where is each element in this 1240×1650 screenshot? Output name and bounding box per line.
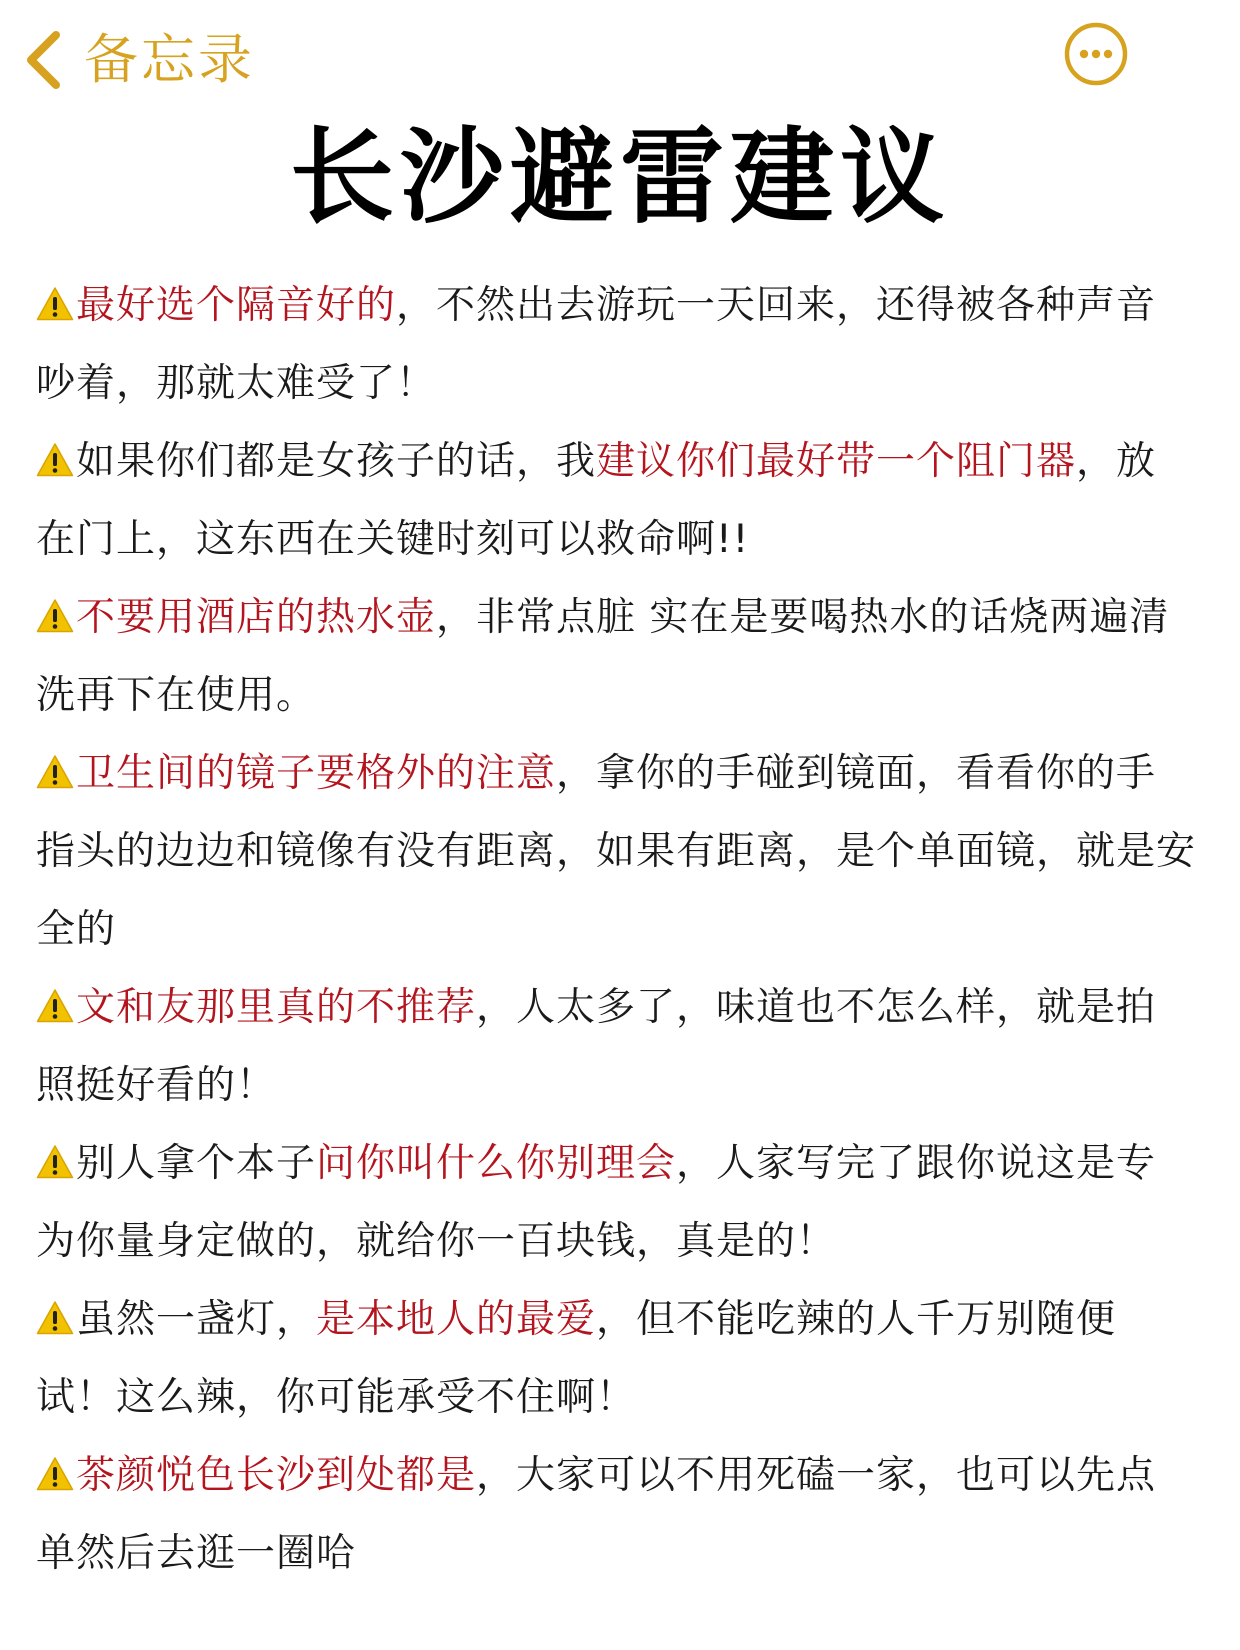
tip-text: ，人家写完了跟你说这是专为你量身定做的，就给你一百块钱，真是的！ bbox=[36, 1141, 1157, 1264]
tip-highlight-text: 最好选个隔音好的 bbox=[76, 283, 397, 328]
tip-highlight-text: 是本地人的最爱 bbox=[316, 1297, 597, 1342]
chevron-left-icon bbox=[22, 29, 64, 91]
tip-highlight-text: 不要用酒店的热水壶 bbox=[76, 595, 437, 640]
page-title: 长沙避雷建议 bbox=[289, 116, 950, 238]
more-options-button[interactable] bbox=[1064, 22, 1128, 86]
tip-text: 别人拿个本子 bbox=[76, 1141, 317, 1186]
tip-item bbox=[36, 267, 1196, 423]
back-label: 备忘录 bbox=[84, 28, 255, 91]
tip-item bbox=[36, 1125, 1196, 1281]
tip-text: ，放在门上，这东西在关键时刻可以救命啊!! bbox=[36, 439, 1157, 562]
tip-text: ，人太多了，味道也不怎么样，就是拍照挺好看的！ bbox=[36, 985, 1157, 1108]
warning-icon bbox=[36, 286, 74, 322]
tip-highlight-text: 茶颜悦色长沙到处都是 bbox=[76, 1453, 477, 1498]
tip-item bbox=[36, 423, 1196, 579]
tip-text: 虽然一盏灯， bbox=[76, 1297, 317, 1342]
warning-icon bbox=[36, 442, 74, 478]
tip-text: ，拿你的手碰到镜面，看看你的手指头的边边和镜像有没有距离，如果有距离，是个单面镜，就是安全的 bbox=[36, 751, 1197, 952]
tip-item bbox=[36, 735, 1196, 969]
tip-item bbox=[36, 1281, 1196, 1437]
warning-icon bbox=[36, 1300, 74, 1336]
tip-item bbox=[36, 579, 1196, 735]
tip-highlight-text: 问你叫什么你别理会 bbox=[316, 1141, 677, 1186]
tip-item bbox=[36, 1437, 1196, 1593]
warning-icon bbox=[36, 598, 74, 634]
top-nav-bar bbox=[0, 0, 1240, 120]
more-dots-icon bbox=[1064, 22, 1128, 86]
tips-list bbox=[36, 267, 1196, 1593]
tip-item bbox=[36, 969, 1196, 1125]
tip-text: ，不然出去游玩一天回来，还得被各种声音吵着，那就太难受了！ bbox=[36, 283, 1157, 406]
tip-highlight-text: 建议你们最好带一个阻门器 bbox=[596, 439, 1077, 484]
tip-highlight-text: 卫生间的镜子要格外的注意 bbox=[76, 751, 557, 796]
warning-icon bbox=[36, 1456, 74, 1492]
tip-highlight-text: 文和友那里真的不推荐 bbox=[76, 985, 477, 1030]
warning-icon bbox=[36, 988, 74, 1024]
tip-text: ，大家可以不用死磕一家，也可以先点单然后去逛一圈哈 bbox=[36, 1453, 1157, 1576]
tip-text: 如果你们都是女孩子的话，我 bbox=[76, 439, 597, 484]
warning-icon bbox=[36, 1144, 74, 1180]
back-button[interactable] bbox=[22, 22, 255, 98]
tip-text: ，非常点脏 实在是要喝热水的话烧两遍清洗再下在使用。 bbox=[36, 595, 1170, 718]
warning-icon bbox=[36, 754, 74, 790]
tip-text: ，但不能吃辣的人千万别随便试！这么辣，你可能承受不住啊！ bbox=[36, 1297, 1117, 1420]
